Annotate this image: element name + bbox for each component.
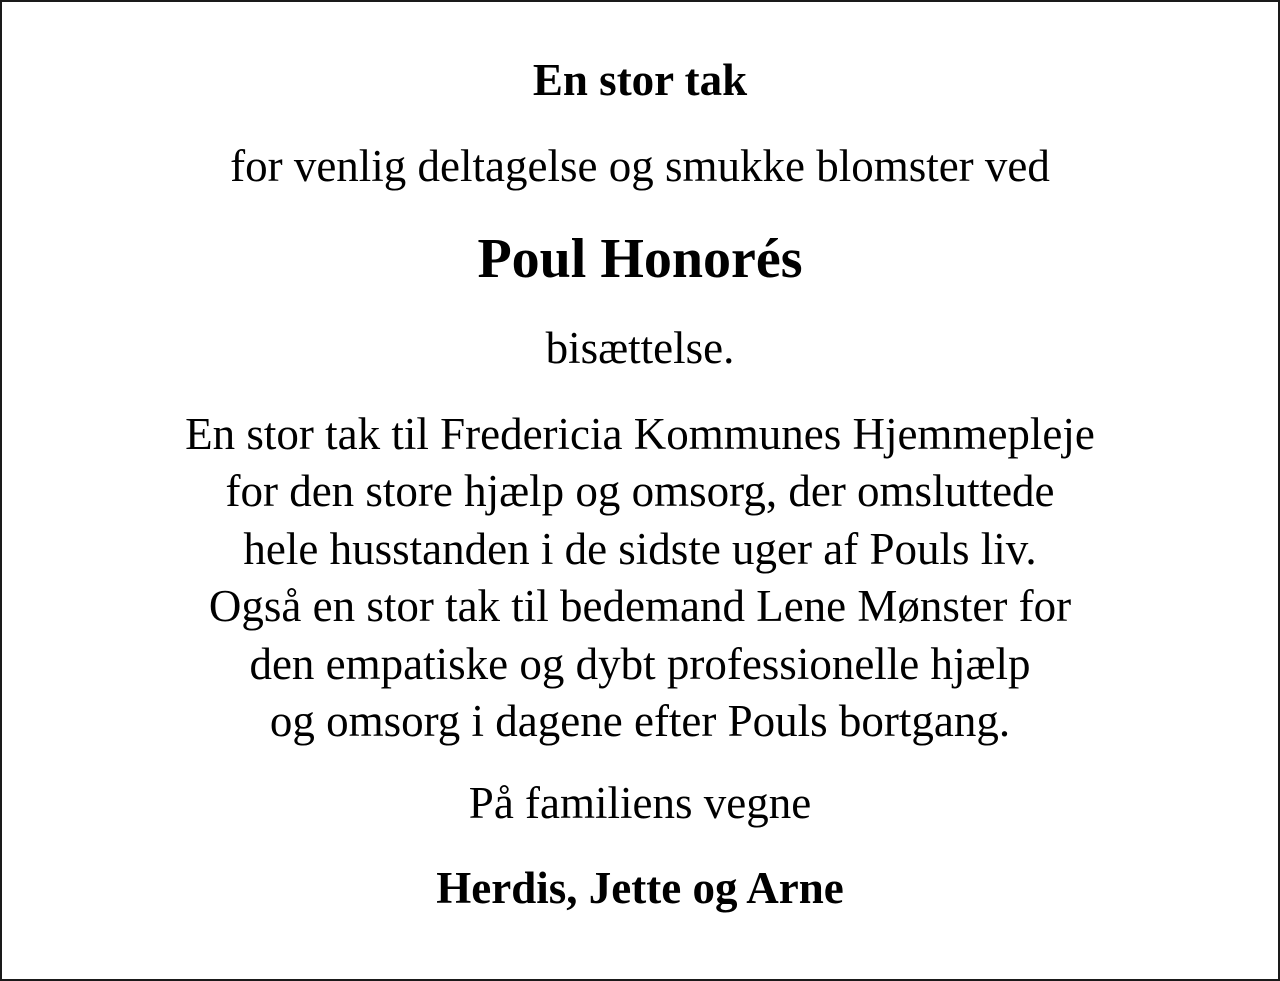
body-line: for den store hjælp og omsorg, der omsluttede bbox=[225, 466, 1055, 517]
ceremony-type: bisættelse. bbox=[545, 323, 735, 373]
deceased-name: Poul Honorés bbox=[477, 228, 803, 290]
notice-intro: for venlig deltagelse og smukke blomster ved bbox=[230, 141, 1050, 191]
notice-heading: En stor tak bbox=[532, 55, 748, 105]
notice-body bbox=[2, 406, 1278, 750]
closing-line: På familiens vegne bbox=[468, 778, 812, 828]
body-line: og omsorg i dagene efter Pouls bortgang. bbox=[269, 696, 1011, 747]
body-line: den empatiske og dybt professionelle hjælp bbox=[249, 638, 1031, 689]
family-signature: Herdis, Jette og Arne bbox=[436, 863, 844, 913]
body-line: En stor tak til Fredericia Kommunes Hjemmepleje bbox=[185, 409, 1095, 459]
body-line: Også en stor tak til bedemand Lene Mønster for bbox=[208, 581, 1072, 632]
body-line: hele husstanden i de sidste uger af Pouls liv. bbox=[243, 523, 1037, 574]
